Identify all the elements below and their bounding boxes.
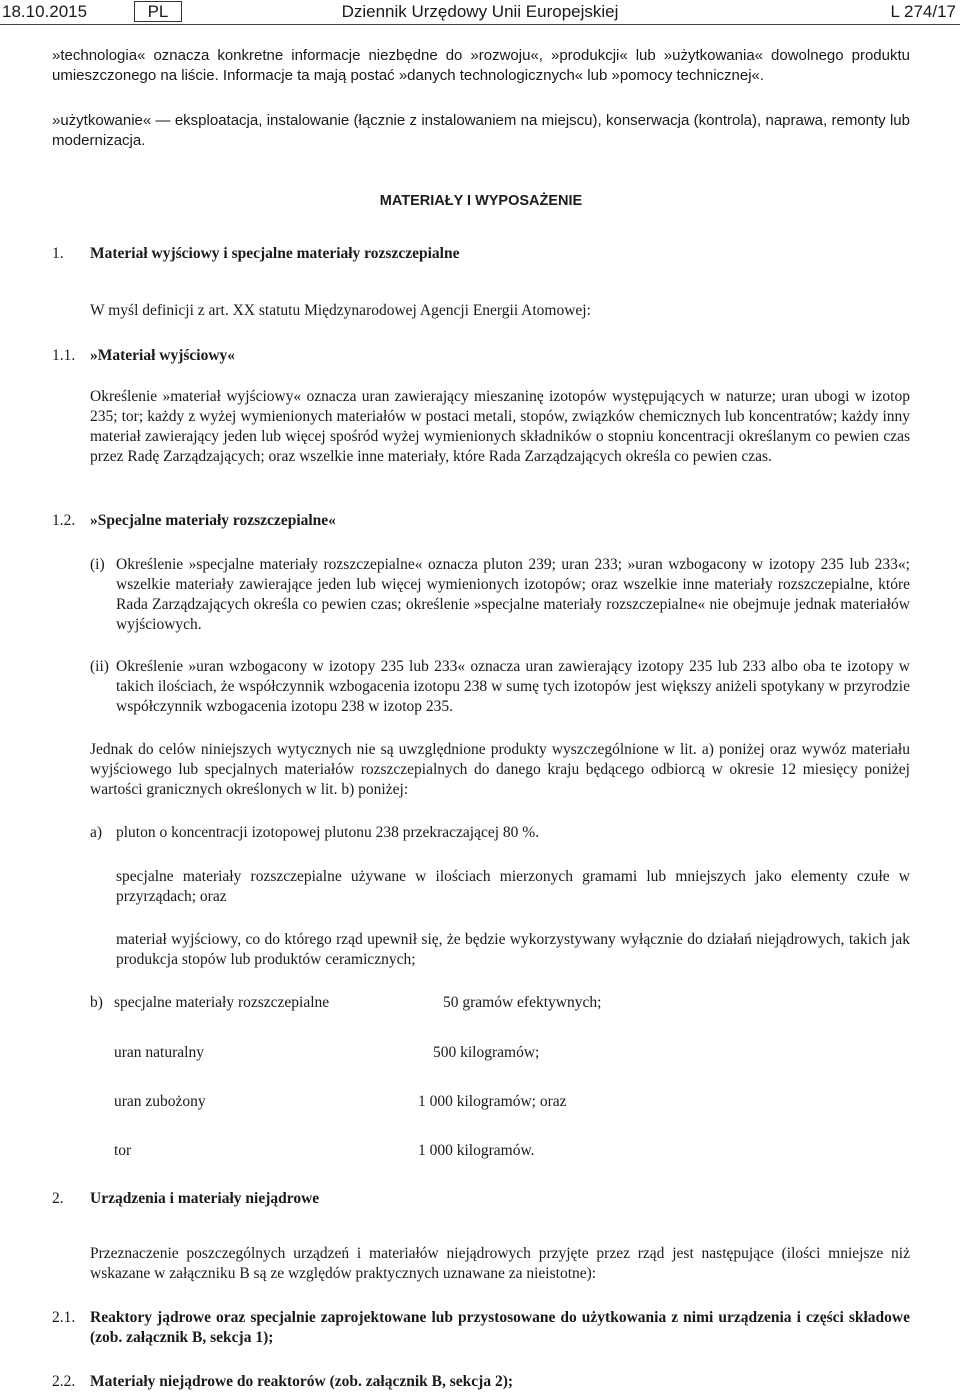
list-a-item-3: materiał wyjściowy, co do którego rząd upewnił się, że będzie wykorzystywany wyłącznie do działań niejądrowych, takich jak produkcja stopów lub produktów ceramicznych; <box>116 931 910 968</box>
list-b-amount: 1 000 kilogramów; oraz <box>418 1093 567 1110</box>
section-2-1-title: Reaktory jądrowe oraz specjalnie zaprojektowane lub przystosowane do użytkowania z nimi urządzenia i części składowe (zob. załącznik B, sekcja 1); <box>90 1309 910 1346</box>
list-b-material: uran zubożony <box>114 1093 206 1110</box>
list-b-amount: 50 gramów efektywnych; <box>443 994 602 1011</box>
list-b-material: specjalne materiały rozszczepialne <box>114 994 330 1011</box>
header-divider <box>0 24 960 25</box>
section-1-title: Materiał wyjściowy i specjalne materiały rozszczepialne <box>90 245 460 262</box>
list-b-label: b) <box>90 994 103 1011</box>
section-1-2-note: Jednak do celów niniejszych wytycznych nie są uwzględnione produkty wyszczególnione w lit. a) poniżej oraz wywóz materiału wyjściowego lub specjalnych materiałów rozszczepialnych do danego kraju będącego odbiorcą w okresie 12 miesięcy poniżej wartości granicznych określonych w lit. b) poniżej: <box>90 741 910 798</box>
section-1-1-number: 1.1. <box>52 347 76 364</box>
section-1-number: 1. <box>52 245 64 262</box>
list-b-amount: 1 000 kilogramów. <box>418 1142 535 1159</box>
section-2-2-number: 2.2. <box>52 1373 76 1390</box>
header-journal-title: Dziennik Urzędowy Unii Europejskiej <box>341 2 619 21</box>
list-b-amount: 500 kilogramów; <box>433 1044 540 1061</box>
header-reference: L 274/17 <box>890 2 956 21</box>
header-date: 18.10.2015 <box>2 2 88 21</box>
section-2-title: Urządzenia i materiały niejądrowe <box>90 1190 320 1207</box>
section-2-1-number: 2.1. <box>52 1309 76 1326</box>
item-i-text: Określenie »specjalne materiały rozszczepialne« oznacza pluton 239; uran 233; »uran wzbogacony w izotopy 235 lub 233«; wszelkie materiały zawierające jeden lub więcej wymienionych izotopów; oraz wszelkie inne materiały rozszczepialne, które Rada Zarządzających określa co pewien czas; określenie »specjalne materiały rozszczepialne« nie obejmuje jednak materiałów wyjściowych. <box>116 556 910 633</box>
section-1-2-number: 1.2. <box>52 512 76 529</box>
item-i-label: (i) <box>90 556 105 573</box>
section-title: MATERIAŁY I WYPOSAŻENIE <box>379 193 583 209</box>
section-2-2-title: Materiały niejądrowe do reaktorów (zob. załącznik B, sekcja 2); <box>90 1373 514 1390</box>
list-b-material: uran naturalny <box>114 1044 204 1061</box>
definition-uzytkowanie: »użytkowanie« — eksploatacja, instalowanie (łącznie z instalowaniem na miejscu), konserwacja (kontrola), naprawa, remonty lub modernizacja. <box>52 112 910 149</box>
section-2-number: 2. <box>52 1190 64 1207</box>
page-header <box>0 0 960 24</box>
section-1-intro: W myśl definicji z art. XX statutu Międzynarodowej Agencji Energii Atomowej: <box>90 302 591 319</box>
list-a-item-1: pluton o koncentracji izotopowej plutonu 238 przekraczającej 80 %. <box>116 824 540 841</box>
section-1-1-title: »Materiał wyjściowy« <box>90 347 236 364</box>
section-2-intro: Przeznaczenie poszczególnych urządzeń i materiałów niejądrowych przyjęte przez rząd jest następujące (ilości mniejsze niż wskazane w załączniku B są ze względów praktycznych uznawane za nieistotne): <box>90 1245 910 1282</box>
item-ii-text: Określenie »uran wzbogacony w izotopy 235 lub 233« oznacza uran zawierający izotopy 235 lub 233 albo oba te izotopy w takich ilościach, że współczynnik wzbogacenia izotopu 238 w sumę tych izotopów jest większy aniżeli spotykany w przyrodzie współczynnik wzbogacenia izotopu 238 w izotop 235. <box>116 658 910 715</box>
list-b-material: tor <box>114 1142 132 1159</box>
definition-technologia: »technologia« oznacza konkretne informacje niezbędne do »rozwoju«, »produkcji« lub »użytkowania« dowolnego produktu umieszczonego na liście. Informacje ta mają postać »danych technologicznych« lub »pomocy technicznej«. <box>52 47 910 84</box>
list-a-item-2: specjalne materiały rozszczepialne używane w ilościach mierzonych gramami lub mniejszych jako elementy czułe w przyrządach; oraz <box>116 868 910 905</box>
list-a-label: a) <box>90 824 103 841</box>
section-1-1-text: Określenie »materiał wyjściowy« oznacza uran zawierający mieszaninę izotopów występujących w naturze; uran ubogi w izotop 235; tor; każdy z wyżej wymienionych materiałów w postaci metali, stopów, związków chemicznych lub koncentratów; każdy inny materiał zawierający jeden lub więcej spośród wyżej wymienionych składników o stopniu koncentracji określanym co pewien czas przez Radę Zarządzających; oraz wszelkie inne materiały, które Rada Zarządzających określa co pewien czas. <box>90 388 910 465</box>
item-ii-label: (ii) <box>90 658 109 675</box>
section-1-2-title: »Specjalne materiały rozszczepialne« <box>90 512 336 529</box>
header-language-box: PL <box>134 1 182 22</box>
